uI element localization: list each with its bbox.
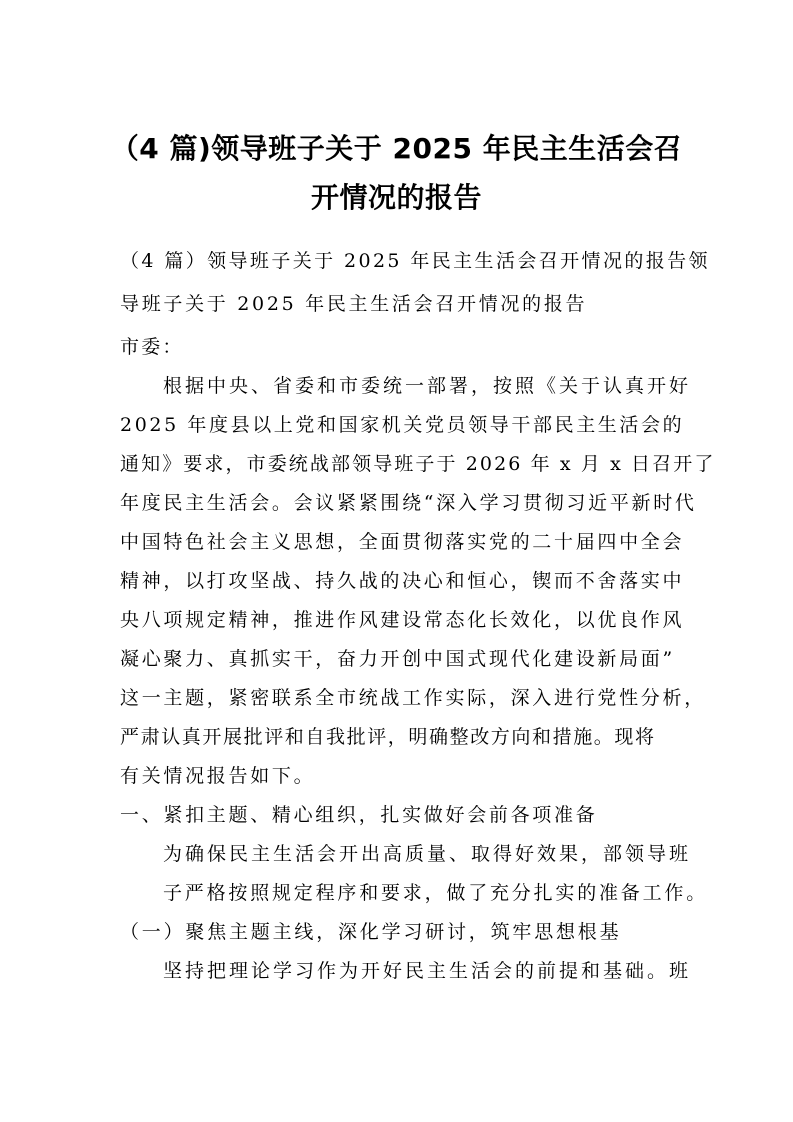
document-title [108, 124, 685, 222]
body-line: 子严格按照规定程序和要求，做了充分扎实的准备工作。 [163, 882, 709, 904]
title-line-2: 开情况的报告 [310, 181, 482, 214]
body-line: 严肃认真开展批评和自我批评，明确整改方向和措施。现将 [120, 726, 656, 748]
body-line: 中国特色社会主义思想，全面贯彻落实党的二十届四中全会 [120, 531, 685, 553]
body-line: 坚持把理论学习作为开好民主生活会的前提和基础。班 [163, 960, 692, 982]
subtitle-line-2: 导班子关于 2025 年民主生活会召开情况的报告 [120, 293, 588, 315]
body-line: 为确保民主生活会开出高质量、取得好效果，部领导班 [163, 843, 692, 865]
body-line: 精神，以打攻坚战、持久战的决心和恒心，锲而不舍落实中 [120, 570, 685, 592]
body-line: 央八项规定精神，推进作风建设常态化长效化，以优良作风 [120, 609, 685, 631]
subsection-heading-1: （一）聚焦主题主线，深化学习研讨，筑牢思想根基 [120, 921, 622, 943]
body-line: 年度民主生活会。会议紧紧围绕“深入学习贯彻习近平新时代 [120, 492, 697, 514]
body-line: 这一主题，紧密联系全市统战工作实际，深入进行党性分析， [120, 687, 706, 709]
body-line: 凝心聚力、真抓实干，奋力开创中国式现代化建设新局面” [120, 648, 675, 670]
title-line-1: （4 篇)领导班子关于 2025 年民主生活会召 [110, 132, 683, 165]
body-line: 根据中央、省委和市委统一部署，按照《关于认真开好 [163, 375, 692, 397]
body-line: 2025 年度县以上党和国家机关党员领导干部民主生活会的 [120, 414, 685, 436]
subtitle-line-1: （4 篇）领导班子关于 2025 年民主生活会召开情况的报告领 [120, 250, 710, 272]
body-line: 有关情况报告如下。 [120, 765, 316, 787]
section-heading-1: 一、紧扣主题、精心组织，扎实做好会前各项准备 [120, 804, 598, 826]
body-line: 通知》要求，市委统战部领导班子于 2026 年 x 月 x 日召开了 [120, 453, 716, 475]
salutation: 市委： [120, 336, 184, 358]
